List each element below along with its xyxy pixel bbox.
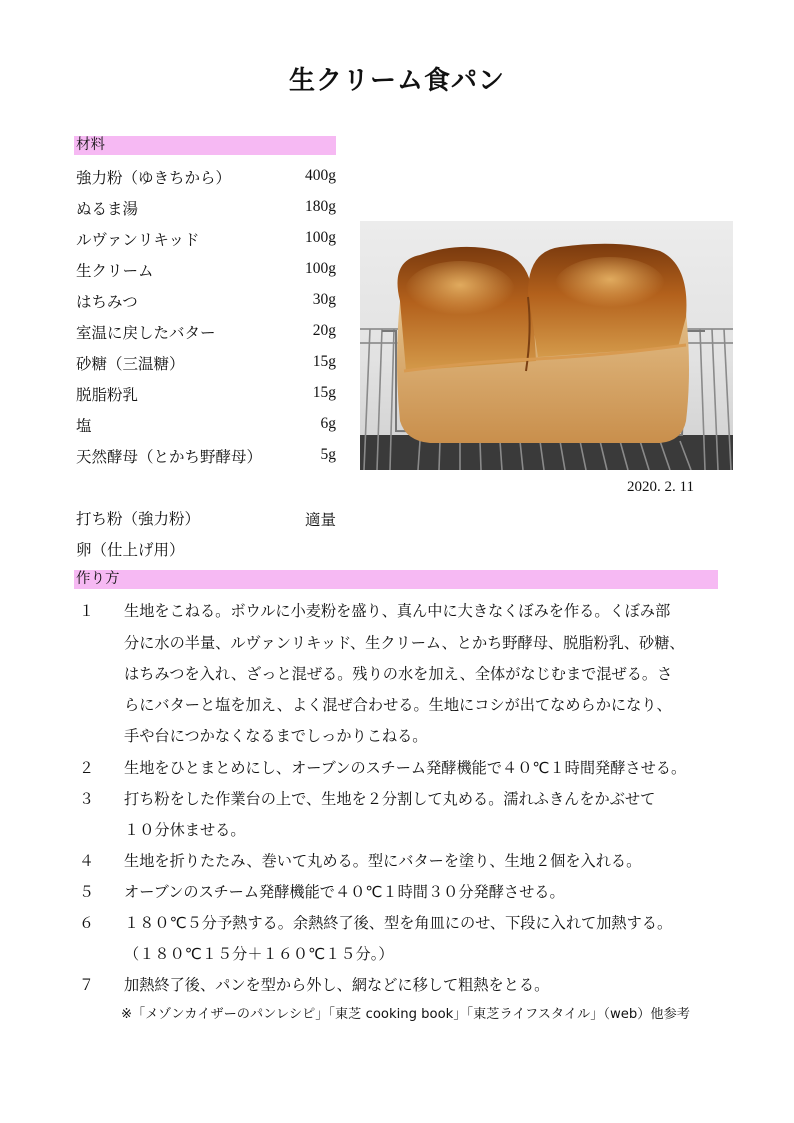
- step-number: ６: [79, 914, 95, 932]
- ingredient-amount: 15g: [312, 384, 336, 401]
- ingredient-amount: 6g: [320, 415, 336, 432]
- ingredient-row: [76, 166, 336, 190]
- ingredient-amount: 100g: [305, 229, 336, 246]
- reference-footnote: ※「メゾンカイザーのパンレシピ」「東芝 cooking book」「東芝ライフスタイル」（web）他参考: [121, 1007, 690, 1022]
- ingredient-row: [76, 352, 336, 376]
- ingredient-name: 砂糖（三温糖）: [76, 355, 185, 373]
- ingredient-row: [76, 321, 336, 345]
- step-text-line: 打ち粉をした作業台の上で、生地を２分割して丸める。濡れふきんをかぶせて: [124, 790, 656, 808]
- ingredient-row: [76, 290, 336, 314]
- step-number: １: [79, 602, 95, 620]
- step-number: ２: [79, 759, 95, 777]
- step-text-line: 生地を折りたたみ、巻いて丸める。型にバターを塗り、生地２個を入れる。: [124, 852, 642, 870]
- ingredient-name: 室温に戻したバター: [76, 324, 216, 342]
- ingredient-name: 脱脂粉乳: [76, 386, 139, 404]
- ingredient-row: [76, 197, 336, 221]
- ingredient-amount: 400g: [305, 167, 336, 184]
- step-text-line: 加熱終了後、パンを型から外し、網などに移して粗熱をとる。: [124, 976, 550, 994]
- extra-ingredient-row: [76, 507, 336, 531]
- ingredient-amount: 100g: [305, 260, 336, 277]
- ingredient-row: [76, 383, 336, 407]
- step-number: ３: [79, 790, 95, 808]
- photo-date: 2020. 2. 11: [627, 479, 694, 495]
- ingredient-amount: 適量: [304, 511, 336, 529]
- step-text-line: １８０℃５分予熱する。余熱終了後、型を角皿にのせ、下段に入れて加熱する。: [124, 914, 673, 932]
- ingredient-amount: 15g: [312, 353, 336, 370]
- ingredient-amount: 180g: [305, 198, 336, 215]
- step-number: ７: [79, 976, 95, 994]
- ingredient-row: [76, 414, 336, 438]
- ingredient-amount: 20g: [312, 322, 336, 339]
- ingredient-name: 打ち粉（強力粉）: [76, 510, 201, 528]
- step-number: ４: [79, 852, 95, 870]
- step-number: ５: [79, 883, 95, 901]
- ingredient-row: [76, 445, 336, 469]
- ingredients-heading: 材料: [74, 136, 336, 155]
- ingredient-row: [76, 228, 336, 252]
- ingredient-name: 強力粉（ゆきちから）: [76, 169, 232, 187]
- step-text-line: （１８０℃１５分＋１６０℃１５分。）: [124, 945, 394, 963]
- ingredient-amount: 5g: [320, 446, 336, 463]
- ingredient-name: 塩: [76, 417, 92, 435]
- step-text-line: 手や台につかなくなるまでしっかりこねる。: [124, 727, 428, 745]
- ingredient-amount: 30g: [312, 291, 336, 308]
- ingredient-name: 天然酵母（とかち野酵母）: [76, 448, 263, 466]
- step-text-line: はちみつを入れ、ざっと混ぜる。残りの水を加え、全体がなじむまで混ぜる。さ: [124, 665, 673, 683]
- ingredient-name: はちみつ: [76, 293, 138, 311]
- ingredient-name: 卵（仕上げ用）: [76, 541, 185, 559]
- bread-photo: [360, 221, 733, 470]
- recipe-title: 生クリーム食パン: [288, 66, 505, 96]
- step-text-line: １０分休ませる。: [124, 821, 246, 839]
- ingredient-name: ルヴァンリキッド: [76, 231, 200, 249]
- method-heading: 作り方: [74, 570, 718, 589]
- ingredient-name: 生クリーム: [76, 262, 154, 280]
- ingredient-row: [76, 259, 336, 283]
- extra-ingredient-row: [76, 538, 336, 562]
- step-text-line: 生地をひとまとめにし、オーブンのスチーム発酵機能で４０℃１時間発酵させる。: [124, 759, 687, 777]
- step-text-line: らにバターと塩を加え、よく混ぜ合わせる。生地にコシが出てなめらかになり、: [124, 696, 672, 714]
- step-text-line: 分に水の半量、ルヴァンリキッド、生クリーム、とかち野酵母、脱脂粉乳、砂糖、: [124, 634, 685, 652]
- step-text-line: 生地をこねる。ボウルに小麦粉を盛り、真ん中に大きなくぼみを作る。くぼみ部: [124, 602, 671, 620]
- step-text-line: オーブンのスチーム発酵機能で４０℃１時間３０分発酵させる。: [124, 883, 565, 901]
- ingredient-name: ぬるま湯: [76, 200, 139, 218]
